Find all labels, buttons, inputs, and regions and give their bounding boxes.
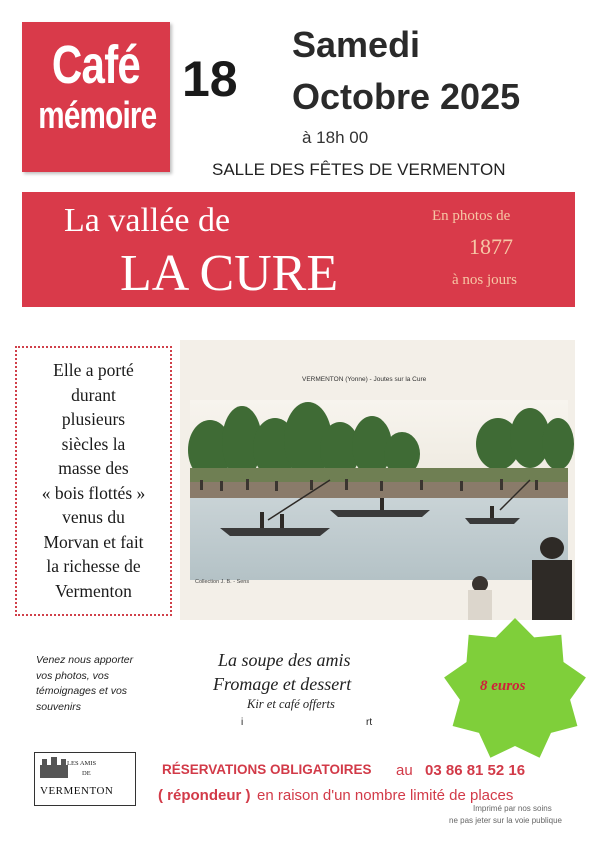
bring-photos-text: Venez nous apporter vos photos, vos témoignages et vos souvenirs [36,654,134,713]
story-text: Elle a porté durant plusieurs siècles la masse des « bois flottés » venus du Morvan et fait la richesse de Vermenton [41,360,146,601]
event-venue: SALLE DES FÊTES DE VERMENTON [212,160,506,179]
title-line1: La vallée de [64,202,231,239]
postcard-caption: VERMENTON (Yonne) - Joutes sur la Cure [302,376,427,383]
menu-soup: La soupe des amis [218,650,351,670]
cafe-memoire-badge [22,22,170,172]
menu-kir: Kir et café offerts [247,697,335,711]
badge-line1: Café [51,35,141,95]
title-banner [22,192,575,307]
event-day-number: 18 [182,51,238,107]
limited-places-note: en raison d'un nombre limité de places [257,787,514,804]
reservation-au: au [396,762,413,779]
story-box [15,346,172,616]
printed-note-line2: ne pas jeter sur la voie publique [449,816,562,825]
stray-text-right: rt [366,717,373,728]
reservation-label: RÉSERVATIONS OBLIGATOIRES [162,762,372,777]
stray-text-left: i [241,717,244,728]
event-weekday: Samedi [292,24,421,65]
price-label: 8 euros [480,678,526,694]
event-month-year: Octobre 2025 [292,76,521,117]
postcard-credit: Collection J. B. - Sens [195,579,250,585]
photos-intro: En photos de [432,208,511,224]
answering-machine-note: ( répondeur ) [158,787,251,804]
logo-text-top: LES AMIS [67,760,97,767]
badge-line2: mémoire [38,95,157,137]
printed-note-line1: Imprimé par nos soins [473,804,552,813]
photos-year: 1877 [469,234,513,259]
event-time: à 18h 00 [302,128,369,147]
photos-end: à nos jours [452,272,517,288]
logo-text-name: VERMENTON [40,785,114,797]
reservation-phone: 03 86 81 52 16 [425,762,526,779]
menu-cheese: Fromage et dessert [213,674,352,694]
title-line2: LA CURE [120,245,339,302]
logo-text-de: DE [82,770,91,777]
